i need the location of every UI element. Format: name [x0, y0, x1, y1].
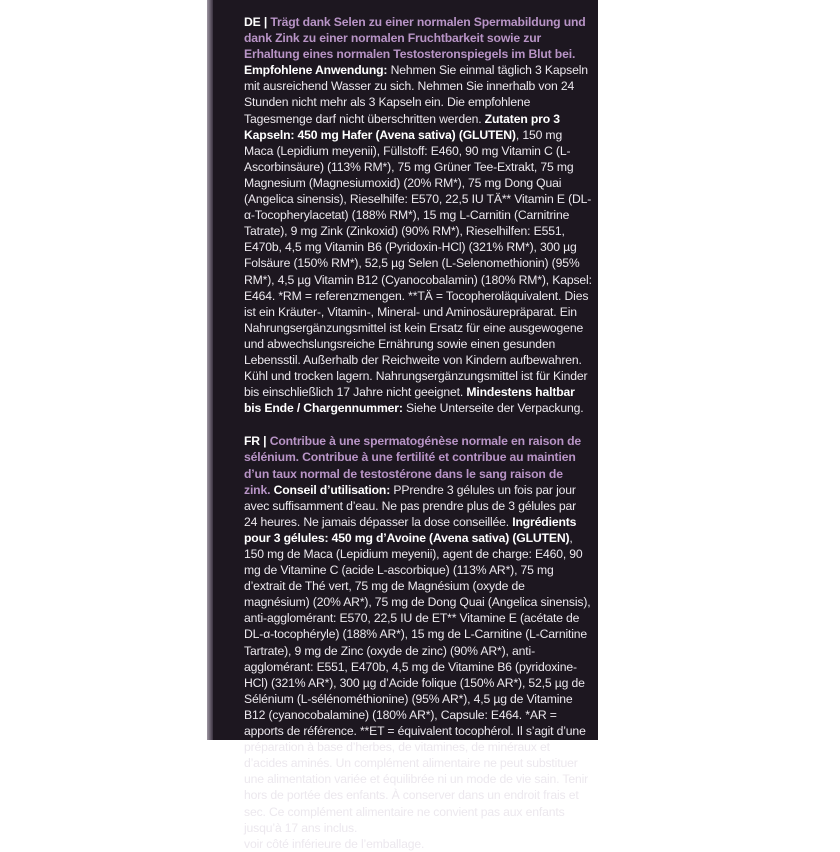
german-section [244, 14, 592, 416]
french-ingredients-label: Ingrédients pour 3 gélules: 450 mg d’Avoine (Avena sativa) (GLUTEN) [244, 514, 577, 545]
french-language-tag: FR | [244, 434, 270, 449]
german-usage-text: Nehmen Sie einmal täglich 3 Kapseln mit ausreichend Wasser zu sich. Nehmen Sie innerhalb von 24 Stunden nicht mehr als 3 Kapseln ein. Die empfohlene Tagesmenge darf nicht überschritten werden. [244, 63, 588, 126]
french-best-before-text: voir côté inférieure de l’emballage. [244, 836, 425, 851]
german-best-before-label: Mindestens haltbar bis Ende / Chargennummer: [244, 385, 575, 416]
french-ingredients-text: , 150 mg de Maca (Lepidium meyenii), agent de charge: E460, 90 mg de Vitamine C (acide L-ascorbique) (113% AR*), 75 mg d’extrait de Thé vert, 75 mg de Magnésium (oxyde de magnésium) (20% AR*), 75 mg de Dong Quai (Angelica sinensis), anti-agglomérant: E570, 22,5 IU de ET** Vitamine E (acétate de DL-α-tocophéryle) (188% AR*), 15 mg de L-Carnitine (L-Carnitine Tartrate), 9 mg de Zinc (oxyde de zinc) (90% AR*), anti-agglomérant: E551, E470b, 4,5 mg de Vitamine B6 (pyridoxine-HCl) (321% AR*), 300 µg d’Acide folique (150% AR*), 52,5 µg de Sélénium (L-sélénométhionine) (95% AR*), 4,5 µg de Vitamine B12 (cyanocobalamine) (180% AR*), Capsule: E464. *AR = apports de référence. **ET = équivalent tocophérol. Il s’agit d’une préparation à base d’herbes, de vitamines, de minéraux et d’acides aminés. Un complément alimentaire ne peut substituer une alimentation variée et équilibrée ni un mode de vie sain. Tenir hors de portée des enfants. À conserver dans un endroit frais et sec. Ce complément alimentaire ne convient pas aux enfants jusqu’à 17 ans inclus. [244, 530, 591, 835]
german-usage-label: Empfohlene Anwendung: [244, 63, 388, 78]
german-language-tag: DE | [244, 15, 271, 29]
french-usage-text: PPrendre 3 gélules un fois par jour avec suffisamment d’eau. Ne pas prendre plus de 3 gélules par 24 heures. Ne jamais dépasser la dose conseillée. [244, 482, 577, 529]
french-best-before-label: À consommer avant fin / Numéro de lot: [357, 820, 586, 835]
german-ingredients-label: Zutaten pro 3 Kapseln: 450 mg Hafer (Avena sativa) (GLUTEN) [244, 111, 560, 142]
german-health-claim: Trägt dank Selen zu einer normalen Spermabildung und dank Zink zu einer normalen Fruchtbarkeit sowie zur Erhaltung eines normalen Testosteronspiegels im Blut bei. [244, 15, 586, 62]
french-usage-label: Conseil d’utilisation: [270, 482, 391, 497]
german-ingredients-text: , 150 mg Maca (Lepidium meyenii), Füllstoff: E460, 90 mg Vitamin C (L-Ascorbinsäure) (113% RM*), 75 mg Grüner Tee-Extrakt, 75 mg Magnesium (Magnesiumoxid) (20% RM*), 75 mg Dong Quai (Angelica sinensis), Rieselhilfe: E570, 22,5 IU TÄ** Vitamin E (DL-α-Tocopherylacetat) (188% RM*), 15 mg L-Carnitin (Carnitrine Tatrate), 9 mg Zink (Zinkoxid) (90% RM*), Rieselhilfen: E551, E470b, 4,5 mg Vitamin B6 (Pyridoxin-HCl) (321% RM*), 300 µg Folsäure (150% RM*), 52,5 µg Selen (L-Selenomethionin) (95% RM*), 4,5 µg Vitamin B12 (Cyanocobalamin) (180% RM*), Kapsel: E464. *RM = referenzmengen. **TÄ = Tocopheroläquivalent. Dies ist ein Kräuter-, Vitamin-, Mineral- und Aminosäurepräparat. Ein Nahrungsergänzungsmittel ist kein Ersatz für eine ausgewogene und abwechslungsreiche Ernährung sowie einen gesunden Lebensstil. Außerhalb der Reichweite von Kindern aufbewahren. Kühl und trocken lagern. Nahrungsergänzungsmittel ist für Kinder bis einschließlich 17 Jahre nicht geeignet. [244, 127, 592, 400]
french-health-claim: Contribue à une spermatogénèse normale en raison de sélénium. Contribue à une fertilité et contribue au maintien d’un taux normal de testostérone dans le sang raison de zink. [244, 434, 582, 497]
label-panel [213, 0, 598, 851]
german-best-before-text: Siehe Unterseite der Verpackung. [402, 401, 584, 416]
french-section [244, 433, 592, 851]
